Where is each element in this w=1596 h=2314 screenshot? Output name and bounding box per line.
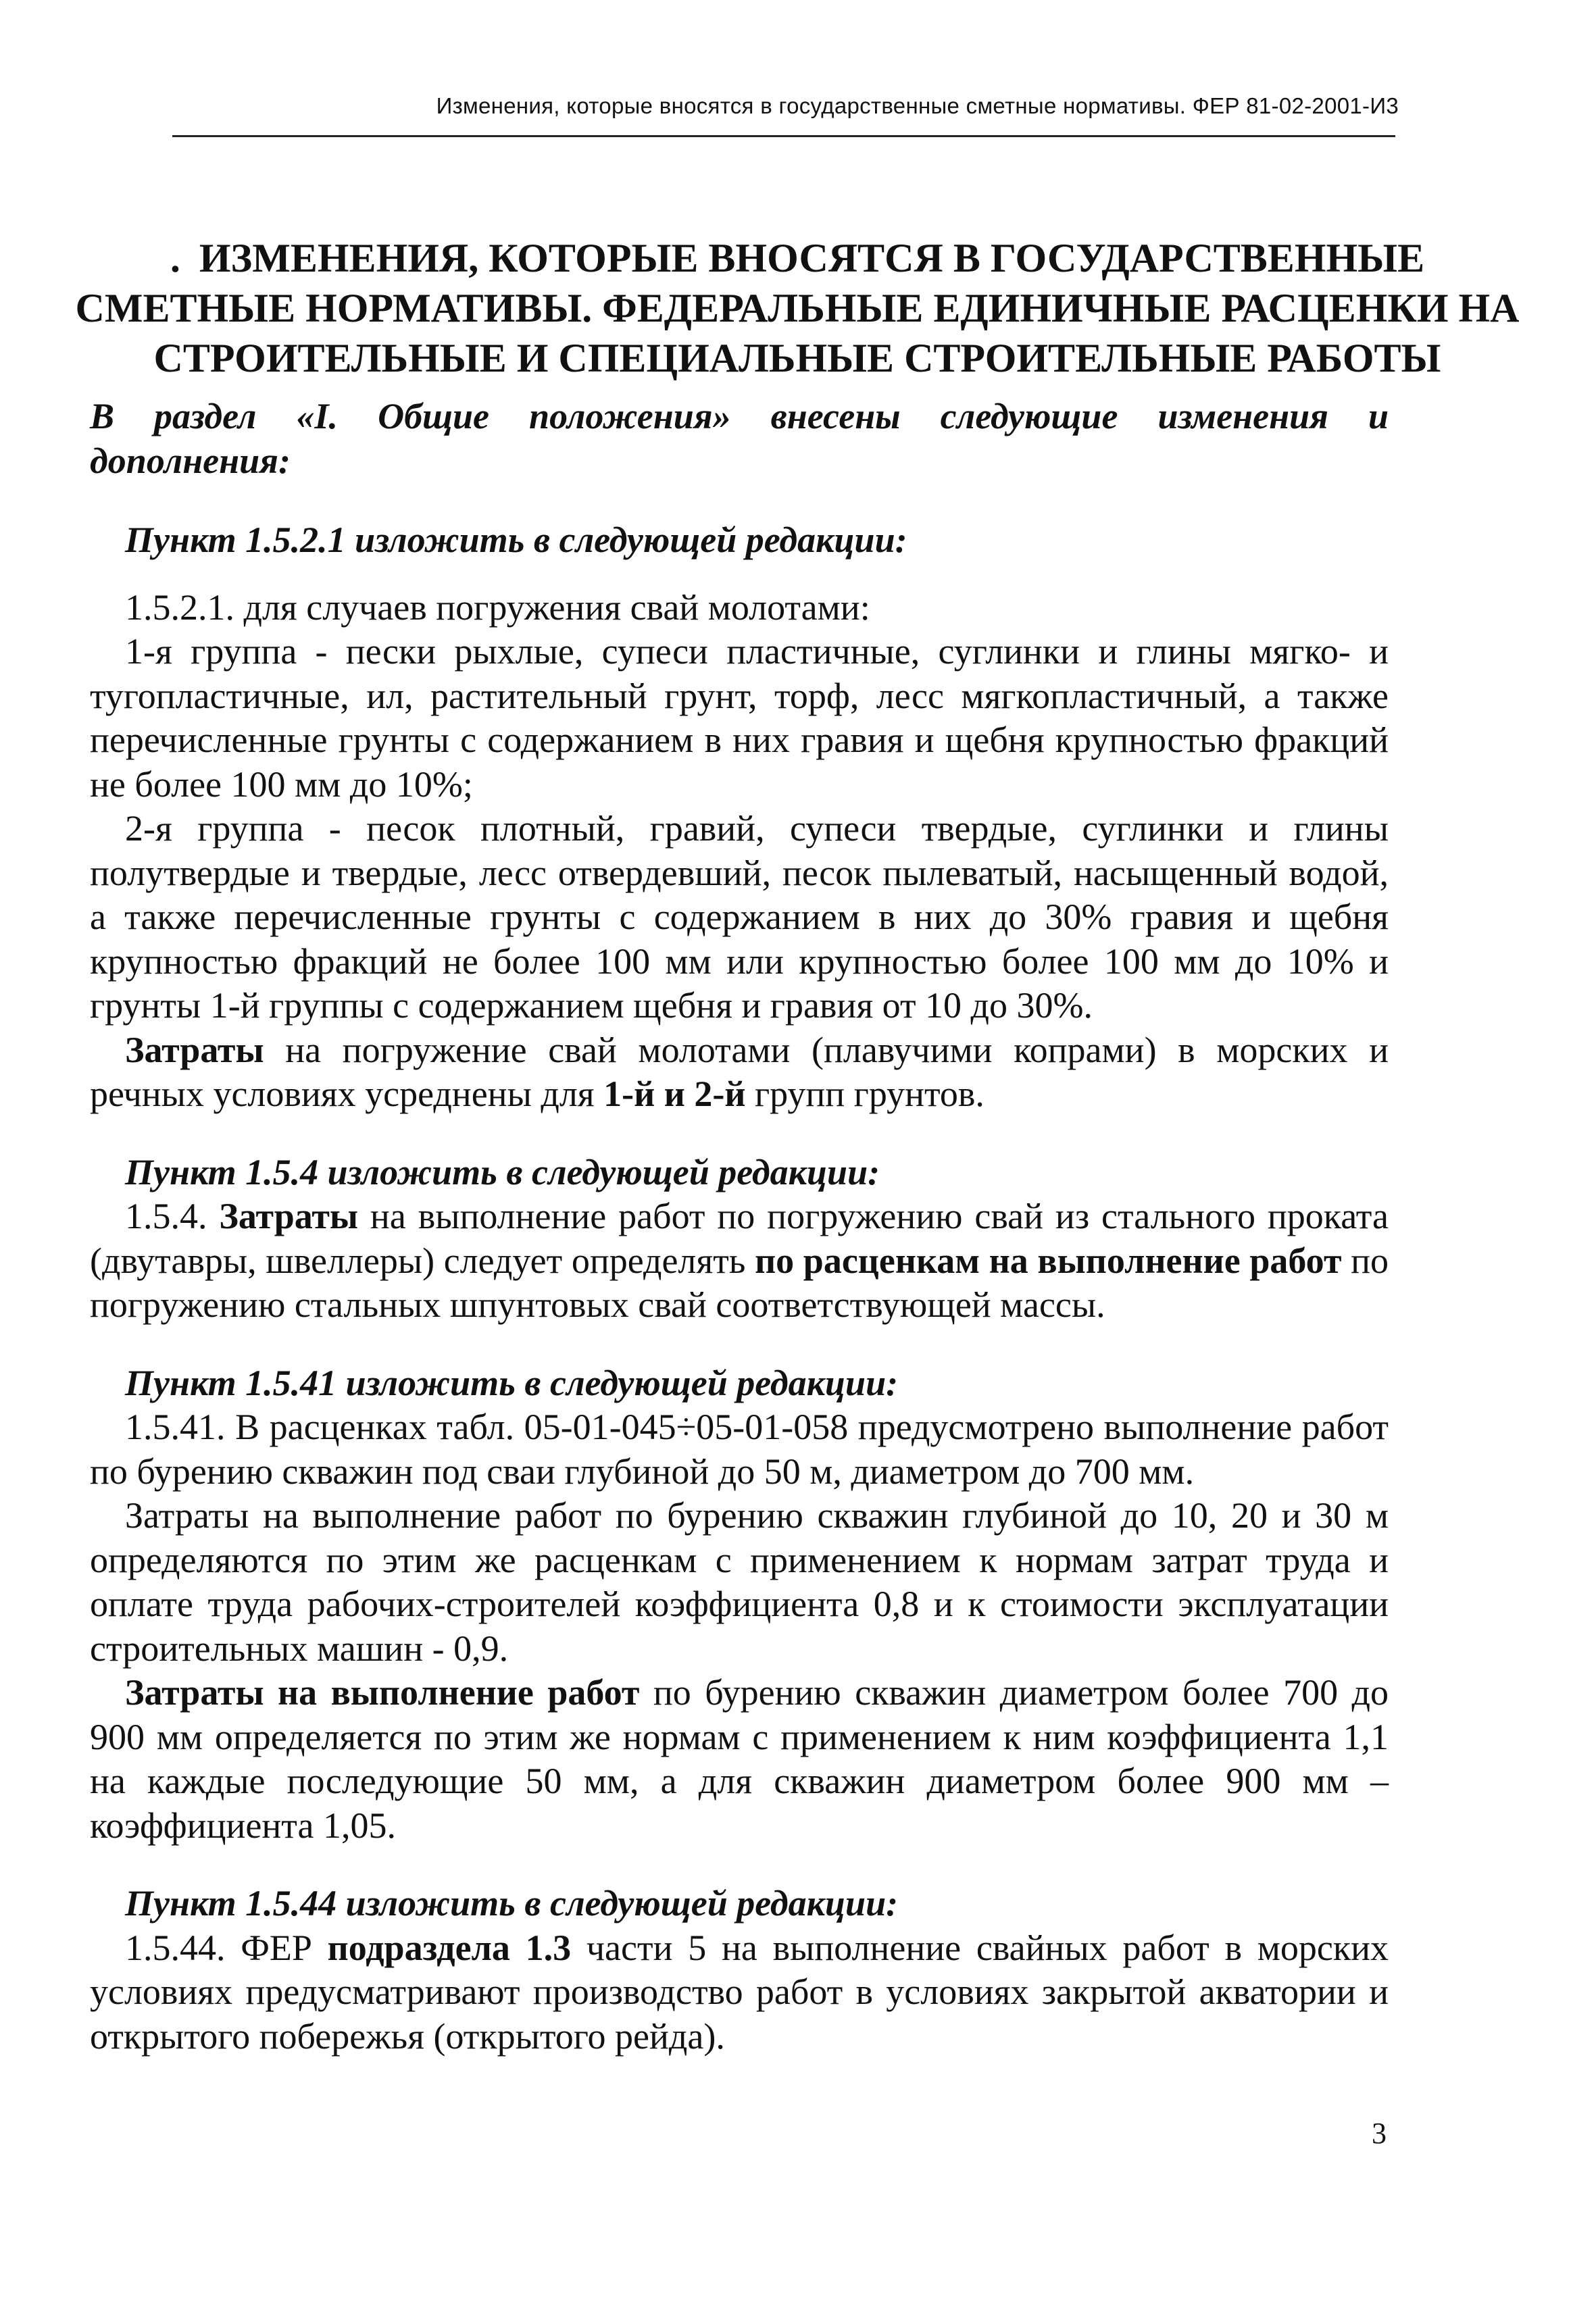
text-span: по бурению скважин диаметром более 700 до 900 мм определяется по этим же нормам с применением к ним коэффициента 1,1 на каждые последующие 50 мм, а для скважин диаметром более 900 мм – коэффициента 1,05. bbox=[90, 1672, 1389, 1846]
text-span: на погружение свай молотами (плавучими копрами) в морских и речных условиях усреднены для bbox=[90, 1029, 1389, 1114]
paragraph-1-5-44 bbox=[90, 1926, 1389, 2059]
paragraph-costs-1-5-2-1 bbox=[90, 1028, 1389, 1117]
text-span: 1.5.44. ФЕР bbox=[125, 1927, 328, 1968]
bold-costs: Затраты bbox=[219, 1196, 359, 1236]
bold-costs: Затраты на выполнение работ bbox=[125, 1672, 640, 1713]
section-heading-1-5-44: Пункт 1.5.44 изложить в следующей редакции: bbox=[125, 1883, 899, 1923]
intro-text: В раздел «I. Общие положения» внесены следующие изменения и дополнения: bbox=[90, 396, 1389, 481]
title-line-2: СМЕТНЫЕ НОРМАТИВЫ. ФЕДЕРАЛЬНЫЕ ЕДИНИЧНЫЕ РАСЦЕНКИ НА bbox=[75, 286, 1520, 330]
text-span: по погружению стальных шпунтовых свай соответствующей массы. bbox=[90, 1240, 1389, 1325]
paragraph-1-5-2-1-intro: 1.5.2.1. для случаев погружения свай молотами: bbox=[125, 586, 870, 628]
title-line-3: СТРОИТЕЛЬНЫЕ И СПЕЦИАЛЬНЫЕ СТРОИТЕЛЬНЫЕ РАБОТЫ bbox=[153, 336, 1441, 380]
section-heading-1-5-4: Пункт 1.5.4 изложить в следующей редакции: bbox=[125, 1151, 880, 1192]
header-divider bbox=[172, 135, 1395, 137]
document-body bbox=[90, 395, 1389, 2059]
text-span: на выполнение работ по погружению свай из стального проката (двутавры, швеллеры) следует определять bbox=[90, 1196, 1389, 1281]
text-span: 1.5.4. bbox=[125, 1196, 220, 1236]
paragraph-diameter-costs bbox=[90, 1671, 1389, 1848]
page-number: 3 bbox=[1372, 2117, 1387, 2150]
running-header: Изменения, которые вносятся в государственные сметные нормативы. ФЕР 81-02-2001-И3 bbox=[436, 93, 1399, 118]
bold-rates: по расценкам на выполнение работ bbox=[755, 1240, 1342, 1281]
section-heading-1-5-41: Пункт 1.5.41 изложить в следующей редакции: bbox=[125, 1362, 899, 1403]
section-heading-1-5-2-1: Пункт 1.5.2.1 изложить в следующей редакции: bbox=[125, 520, 907, 560]
document-title bbox=[54, 233, 1541, 383]
bold-costs: Затраты bbox=[125, 1029, 264, 1070]
paragraph-1-5-4 bbox=[90, 1194, 1389, 1328]
title-line-1 bbox=[54, 233, 1541, 283]
text-span: групп грунтов. bbox=[745, 1074, 984, 1114]
bold-groups: 1-й и 2-й bbox=[603, 1074, 746, 1114]
intro-paragraph bbox=[90, 395, 1389, 483]
paragraph-group-1: 1-я группа - пески рыхлые, супеси пластичные, суглинки и глины мягко- и тугопластичные, ил, растительный грунт, торф, лесс мягкопластичный, а также перечисленные грунты с содержанием в них гравия и щебня крупностью фракций не более 100 мм до 10%; bbox=[90, 631, 1389, 805]
title-line-1-text: ИЗМЕНЕНИЯ, КОТОРЫЕ ВНОСЯТСЯ В ГОСУДАРСТВЕННЫЕ bbox=[199, 236, 1425, 280]
bold-subsection: подраздела 1.3 bbox=[327, 1927, 572, 1968]
text-span: части 5 на выполнение свайных работ в морских условиях предусматривают производство работ в условиях закрытой акватории и открытого побережья (открытого рейда). bbox=[90, 1927, 1389, 2057]
title-dot: . bbox=[170, 236, 180, 280]
paragraph-1-5-41: 1.5.41. В расценках табл. 05-01-045÷05-01-058 предусмотрено выполнение работ по бурению скважин под сваи глубиной до 50 м, диаметром до 700 мм. bbox=[90, 1407, 1389, 1492]
paragraph-depth-costs: Затраты на выполнение работ по бурению скважин глубиной до 10, 20 и 30 м определяются по этим же расценкам с применением к нормам затрат труда и оплате труда рабочих-строителей коэффициента 0,8 и к стоимости эксплуатации строительных машин - 0,9. bbox=[90, 1495, 1389, 1669]
paragraph-group-2: 2-я группа - песок плотный, гравий, супеси твердые, суглинки и глины полутвердые и твердые, лесс отвердевший, песок пылеватый, насыщенный водой, а также перечисленные грунты с содержанием в них до 30% гравия и щебня крупностью фракций не более 100 мм или крупностью более 100 мм до 10% и грунты 1-й группы с содержанием щебня и гравия от 10 до 30%. bbox=[90, 808, 1389, 1026]
